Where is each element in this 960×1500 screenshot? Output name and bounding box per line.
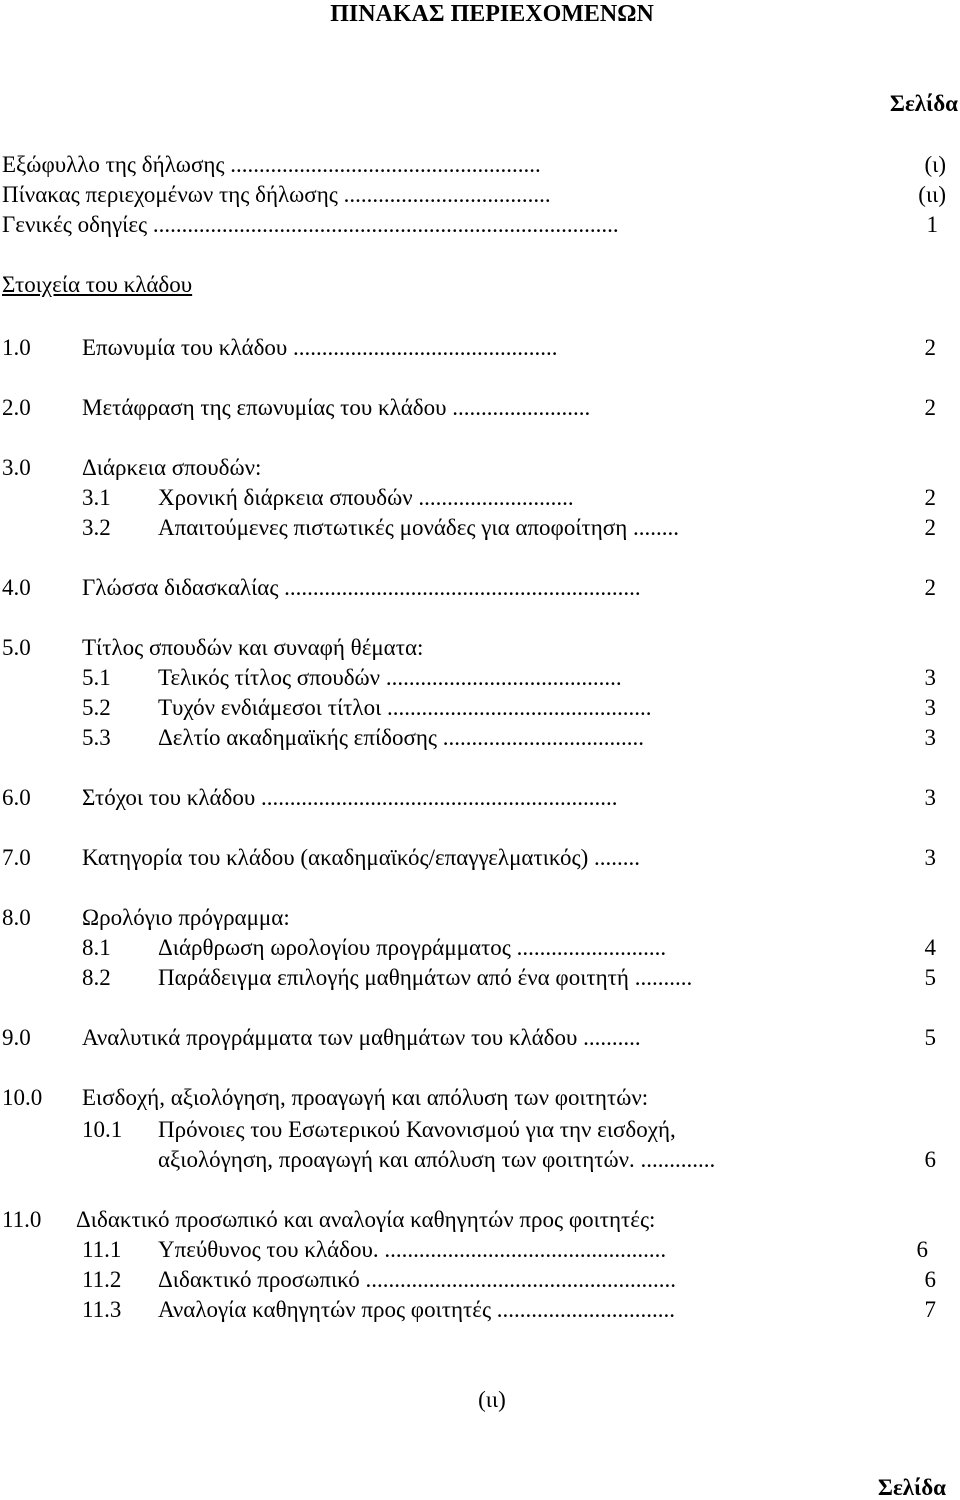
toc-num: 2.0 [2, 395, 31, 420]
toc-page: 5 [924, 965, 936, 990]
toc-page: 3 [924, 725, 936, 750]
toc-page: 5 [924, 1025, 936, 1050]
toc-text: Γλώσσα διδασκαλίας .............................................................. [82, 575, 641, 600]
toc-num: 5.3 [82, 725, 111, 750]
toc-num: 10.1 [82, 1117, 123, 1142]
toc-page: 3 [924, 665, 936, 690]
toc-front-text-0: Εξώφυλλο της δήλωσης ...................................................... [2, 152, 541, 177]
toc-front-page-2: 1 [926, 212, 938, 237]
toc-num: 9.0 [2, 1025, 31, 1050]
toc-text: Κατηγορία του κλάδου (ακαδημαϊκός/επαγγελματικός) ........ [82, 845, 640, 870]
toc-num: 11.3 [82, 1297, 122, 1322]
toc-num: 5.0 [2, 635, 31, 660]
toc-text: αξιολόγηση, προαγωγή και απόλυση των φοιτητών. ............. [158, 1147, 716, 1172]
toc-num: 4.0 [2, 575, 31, 600]
toc-text: Χρονική διάρκεια σπουδών ........................... [158, 485, 574, 510]
toc-text: Εισδοχή, αξιολόγηση, προαγωγή και απόλυση των φοιτητών: [82, 1085, 649, 1110]
toc-front-text-1: Πίνακας περιεχομένων της δήλωσης .................................... [2, 182, 551, 207]
toc-num: 5.2 [82, 695, 111, 720]
toc-text: Διδακτικό προσωπικό και αναλογία καθηγητών προς φοιτητές: [76, 1207, 656, 1232]
toc-num: 11.2 [82, 1267, 122, 1292]
toc-text: Διάρθρωση ωρολογίου προγράμματος .......................... [158, 935, 667, 960]
toc-page: 2 [924, 335, 936, 360]
toc-num: 6.0 [2, 785, 31, 810]
toc-num: 3.1 [82, 485, 111, 510]
toc-front-page-0: (ι) [924, 152, 946, 177]
toc-page: 4 [924, 935, 936, 960]
next-page-header: Σελίδα [877, 1475, 946, 1500]
toc-page: 3 [924, 845, 936, 870]
page-column-header: Σελίδα [889, 91, 958, 116]
toc-text: Ωρολόγιο πρόγραμμα: [82, 905, 290, 930]
toc-text: Διάρκεια σπουδών: [82, 455, 262, 480]
toc-text: Πρόνοιες του Εσωτερικού Κανονισμού για την εισδοχή, [158, 1117, 676, 1142]
toc-page: 6 [916, 1237, 928, 1262]
toc-text: Τυχόν ενδιάμεσοι τίτλοι .............................................. [158, 695, 652, 720]
toc-num: 8.0 [2, 905, 31, 930]
toc-page: 2 [924, 515, 936, 540]
toc-page: 3 [924, 695, 936, 720]
toc-num: 1.0 [2, 335, 31, 360]
footer-page-number: (ιι) [478, 1387, 506, 1412]
toc-num: 3.2 [82, 515, 111, 540]
toc-text: Τίτλος σπουδών και συναφή θέματα: [82, 635, 424, 660]
toc-text: Διδακτικό προσωπικό ...................................................... [158, 1267, 676, 1292]
toc-text: Επωνυμία του κλάδου .............................................. [82, 335, 558, 360]
toc-num: 8.2 [82, 965, 111, 990]
page-title: ΠΙΝΑΚΑΣ ΠΕΡΙΕΧΟΜΕΝΩΝ [330, 1, 654, 27]
toc-num: 8.1 [82, 935, 111, 960]
toc-page: 6 [924, 1147, 936, 1172]
toc-num: 5.1 [82, 665, 111, 690]
toc-text: Παράδειγμα επιλογής μαθημάτων από ένα φοιτητή .......... [158, 965, 693, 990]
toc-num: 10.0 [2, 1085, 43, 1110]
toc-front-page-1: (ιι) [918, 182, 946, 207]
toc-page: 2 [924, 395, 936, 420]
toc-text: Απαιτούμενες πιστωτικές μονάδες για αποφοίτηση ........ [158, 515, 679, 540]
toc-page: 6 [924, 1267, 936, 1292]
toc-page: 7 [924, 1297, 936, 1322]
toc-num: 11.1 [82, 1237, 122, 1262]
toc-text: Αναλογία καθηγητών προς φοιτητές ............................... [158, 1297, 676, 1322]
toc-text: Δελτίο ακαδημαϊκής επίδοσης ................................... [158, 725, 645, 750]
toc-page: 2 [924, 485, 936, 510]
toc-num: 7.0 [2, 845, 31, 870]
section-title: Στοιχεία του κλάδου [2, 272, 193, 297]
toc-text: Στόχοι του κλάδου .............................................................. [82, 785, 618, 810]
toc-num: 3.0 [2, 455, 31, 480]
toc-page: 3 [924, 785, 936, 810]
toc-text: Υπεύθυνος του κλάδου. ................................................. [158, 1237, 667, 1262]
toc-text: Αναλυτικά προγράμματα των μαθημάτων του κλάδου .......... [82, 1025, 641, 1050]
toc-num: 11.0 [2, 1207, 42, 1232]
toc-text: Τελικός τίτλος σπουδών ......................................... [158, 665, 622, 690]
toc-text: Μετάφραση της επωνυμίας του κλάδου ........................ [82, 395, 591, 420]
toc-front-text-2: Γενικές οδηγίες ................................................................................. [2, 212, 619, 237]
toc-page: 2 [924, 575, 936, 600]
